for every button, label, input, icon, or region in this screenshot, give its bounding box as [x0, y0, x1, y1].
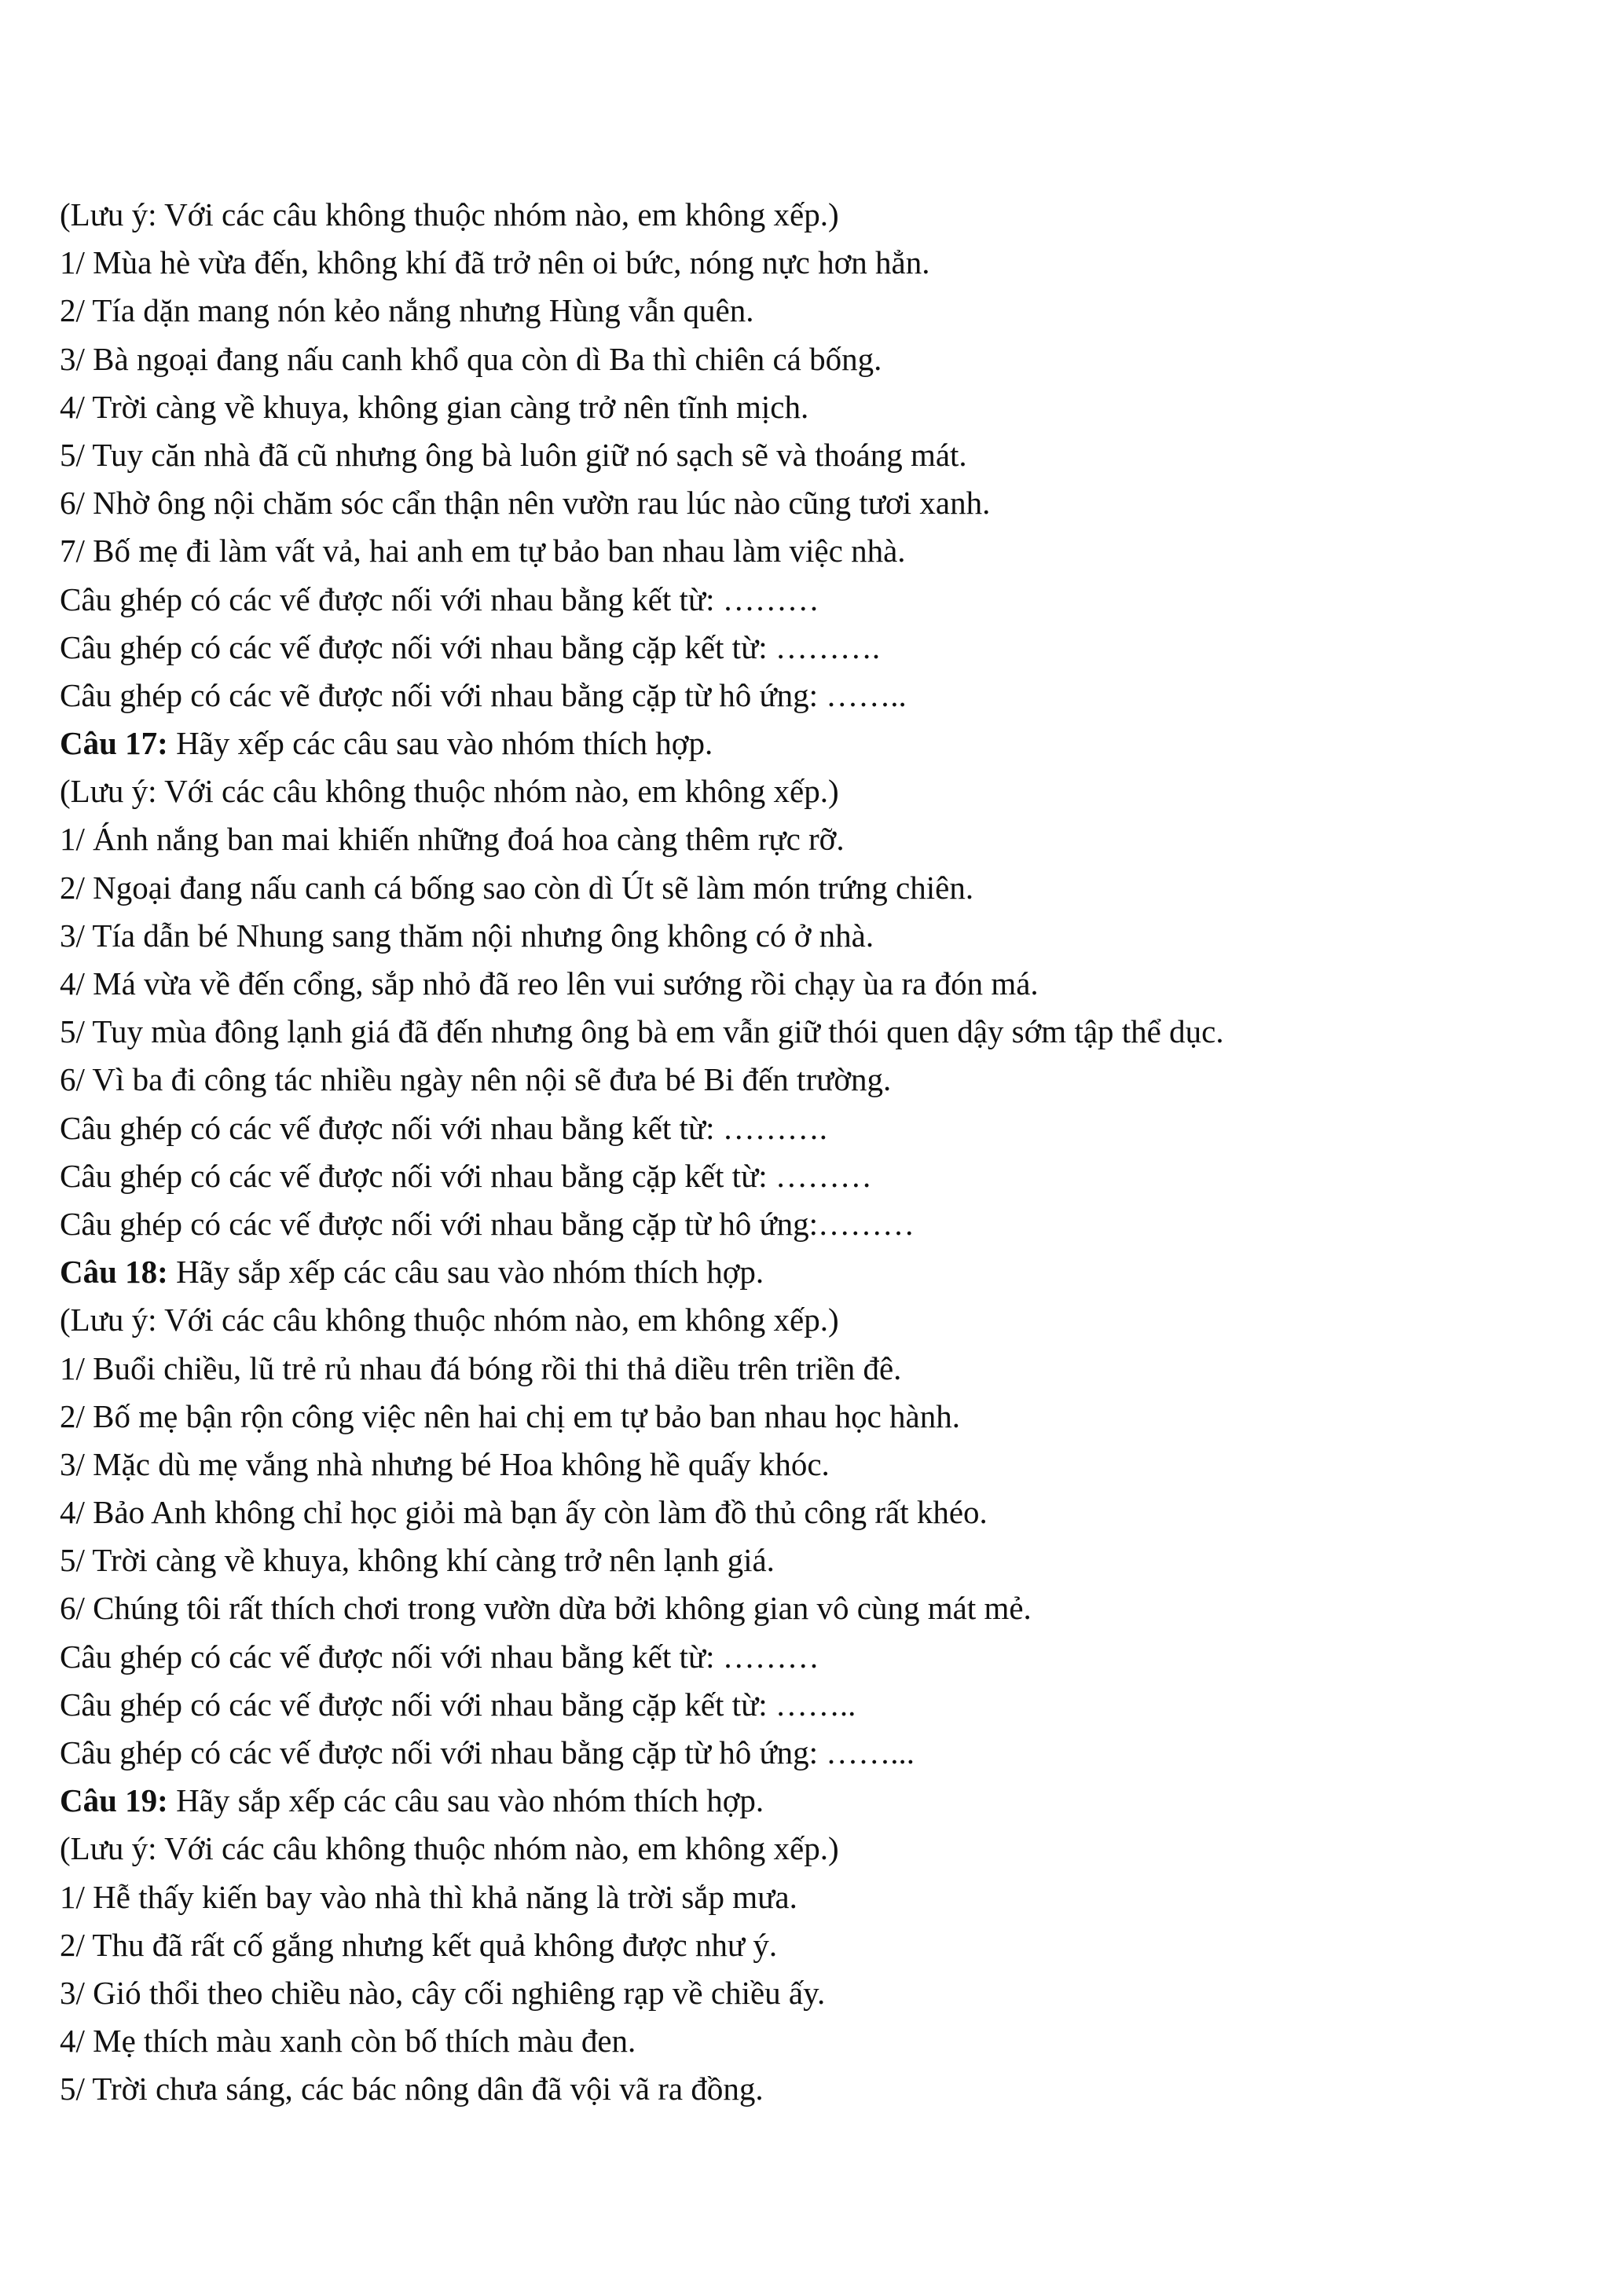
text-line: 1/ Hễ thấy kiến bay vào nhà thì khả năng là trời sắp mưa.: [60, 1878, 797, 1915]
text-line: 6/ Nhờ ông nội chăm sóc cẩn thận nên vườn rau lúc nào cũng tươi xanh.: [60, 485, 991, 522]
question-instruction: Hãy sắp xếp các câu sau vào nhóm thích hợp.: [176, 1254, 764, 1291]
text-line: 2/ Tía dặn mang nón kẻo nắng nhưng Hùng vẫn quên.: [60, 292, 754, 329]
text-line: 6/ Chúng tôi rất thích chơi trong vườn dừa bởi không gian vô cùng mát mẻ.: [60, 1590, 1032, 1627]
text-line: 5/ Trời chưa sáng, các bác nông dân đã vội vã ra đồng.: [60, 2071, 764, 2107]
text-line: Câu ghép có các vế được nối với nhau bằng kết từ: ………: [60, 580, 819, 617]
text-line: Câu ghép có các vế được nối với nhau bằng cặp kết từ: ……….: [60, 628, 881, 665]
text-line: 4/ Bảo Anh không chỉ học giỏi mà bạn ấy còn làm đồ thủ công rất khéo.: [60, 1494, 988, 1531]
text-line: 1/ Ánh nắng ban mai khiến những đoá hoa càng thêm rực rỡ.: [60, 821, 845, 858]
text-line: 4/ Trời càng về khuya, không gian càng trở nên tĩnh mịch.: [60, 388, 809, 425]
text-line: (Lưu ý: Với các câu không thuộc nhóm nào, em không xếp.): [60, 196, 839, 233]
question-label: Câu 18:: [60, 1254, 177, 1291]
text-line: 5/ Tuy căn nhà đã cũ nhưng ông bà luôn giữ nó sạch sẽ và thoáng mát.: [60, 436, 967, 473]
text-line: 7/ Bố mẹ đi làm vất vả, hai anh em tự bảo ban nhau làm việc nhà.: [60, 533, 906, 569]
text-line: (Lưu ý: Với các câu không thuộc nhóm nào, em không xếp.): [60, 773, 839, 810]
document-page: [60, 191, 1553, 2114]
text-line: Câu ghép có các vế được nối với nhau bằng cặp từ hô ứng: ……...: [60, 1734, 915, 1771]
text-line: 2/ Thu đã rất cố gắng nhưng kết quả không được như ý.: [60, 1926, 778, 1963]
question-label: Câu 19:: [60, 1782, 177, 1819]
text-line: (Lưu ý: Với các câu không thuộc nhóm nào, em không xếp.): [60, 1302, 839, 1338]
text-line: 5/ Trời càng về khuya, không khí càng trở nên lạnh giá.: [60, 1542, 775, 1579]
text-line: Câu ghép có các vế được nối với nhau bằng kết từ: ……….: [60, 1109, 828, 1146]
question-heading: [60, 720, 1553, 767]
question-heading: [60, 1777, 1553, 1825]
question-instruction: Hãy sắp xếp các câu sau vào nhóm thích hợp.: [176, 1782, 764, 1819]
text-line: 3/ Bà ngoại đang nấu canh khổ qua còn dì Ba thì chiên cá bống.: [60, 340, 882, 377]
text-line: Câu ghép có các vế được nối với nhau bằng cặp kết từ: ………: [60, 1157, 872, 1194]
question-instruction: Hãy xếp các câu sau vào nhóm thích hợp.: [176, 725, 713, 762]
text-line: 3/ Tía dẫn bé Nhung sang thăm nội nhưng ông không có ở nhà.: [60, 917, 874, 954]
text-line: 3/ Mặc dù mẹ vắng nhà nhưng bé Hoa không hề quấy khóc.: [60, 1445, 830, 1482]
text-line: 2/ Bố mẹ bận rộn công việc nên hai chị em tự bảo ban nhau học hành.: [60, 1397, 960, 1434]
text-line: (Lưu ý: Với các câu không thuộc nhóm nào, em không xếp.): [60, 1830, 839, 1867]
text-line: 4/ Má vừa về đến cổng, sắp nhỏ đã reo lên vui sướng rồi chạy ùa ra đón má.: [60, 965, 1039, 1002]
text-line: Câu ghép có các vế được nối với nhau bằng cặp từ hô ứng:………: [60, 1205, 915, 1242]
text-line: Câu ghép có các vế được nối với nhau bằng cặp kết từ: ……..: [60, 1686, 856, 1723]
text-line: 5/ Tuy mùa đông lạnh giá đã đến nhưng ông bà em vẫn giữ thói quen dậy sớm tập thể dục.: [60, 1013, 1224, 1050]
text-line: Câu ghép có các vế được nối với nhau bằng kết từ: ………: [60, 1638, 819, 1675]
question-heading: [60, 1248, 1553, 1296]
text-line: Câu ghép có các vẽ được nối với nhau bằng cặp từ hô ứng: ……..: [60, 676, 907, 713]
text-line: 4/ Mẹ thích màu xanh còn bố thích màu đen.: [60, 2023, 636, 2060]
text-line: 6/ Vì ba đi công tác nhiều ngày nên nội sẽ đưa bé Bi đến trường.: [60, 1061, 892, 1098]
text-line: 1/ Buổi chiều, lũ trẻ rủ nhau đá bóng rồi thi thả diều trên triền đê.: [60, 1349, 902, 1386]
text-line: 2/ Ngoại đang nấu canh cá bống sao còn dì Út sẽ làm món trứng chiên.: [60, 869, 974, 906]
text-line: 1/ Mùa hè vừa đến, không khí đã trở nên oi bức, nóng nực hơn hẳn.: [60, 244, 930, 281]
question-label: Câu 17:: [60, 725, 177, 762]
text-line: 3/ Gió thổi theo chiều nào, cây cối nghiêng rạp về chiều ấy.: [60, 1974, 826, 2011]
